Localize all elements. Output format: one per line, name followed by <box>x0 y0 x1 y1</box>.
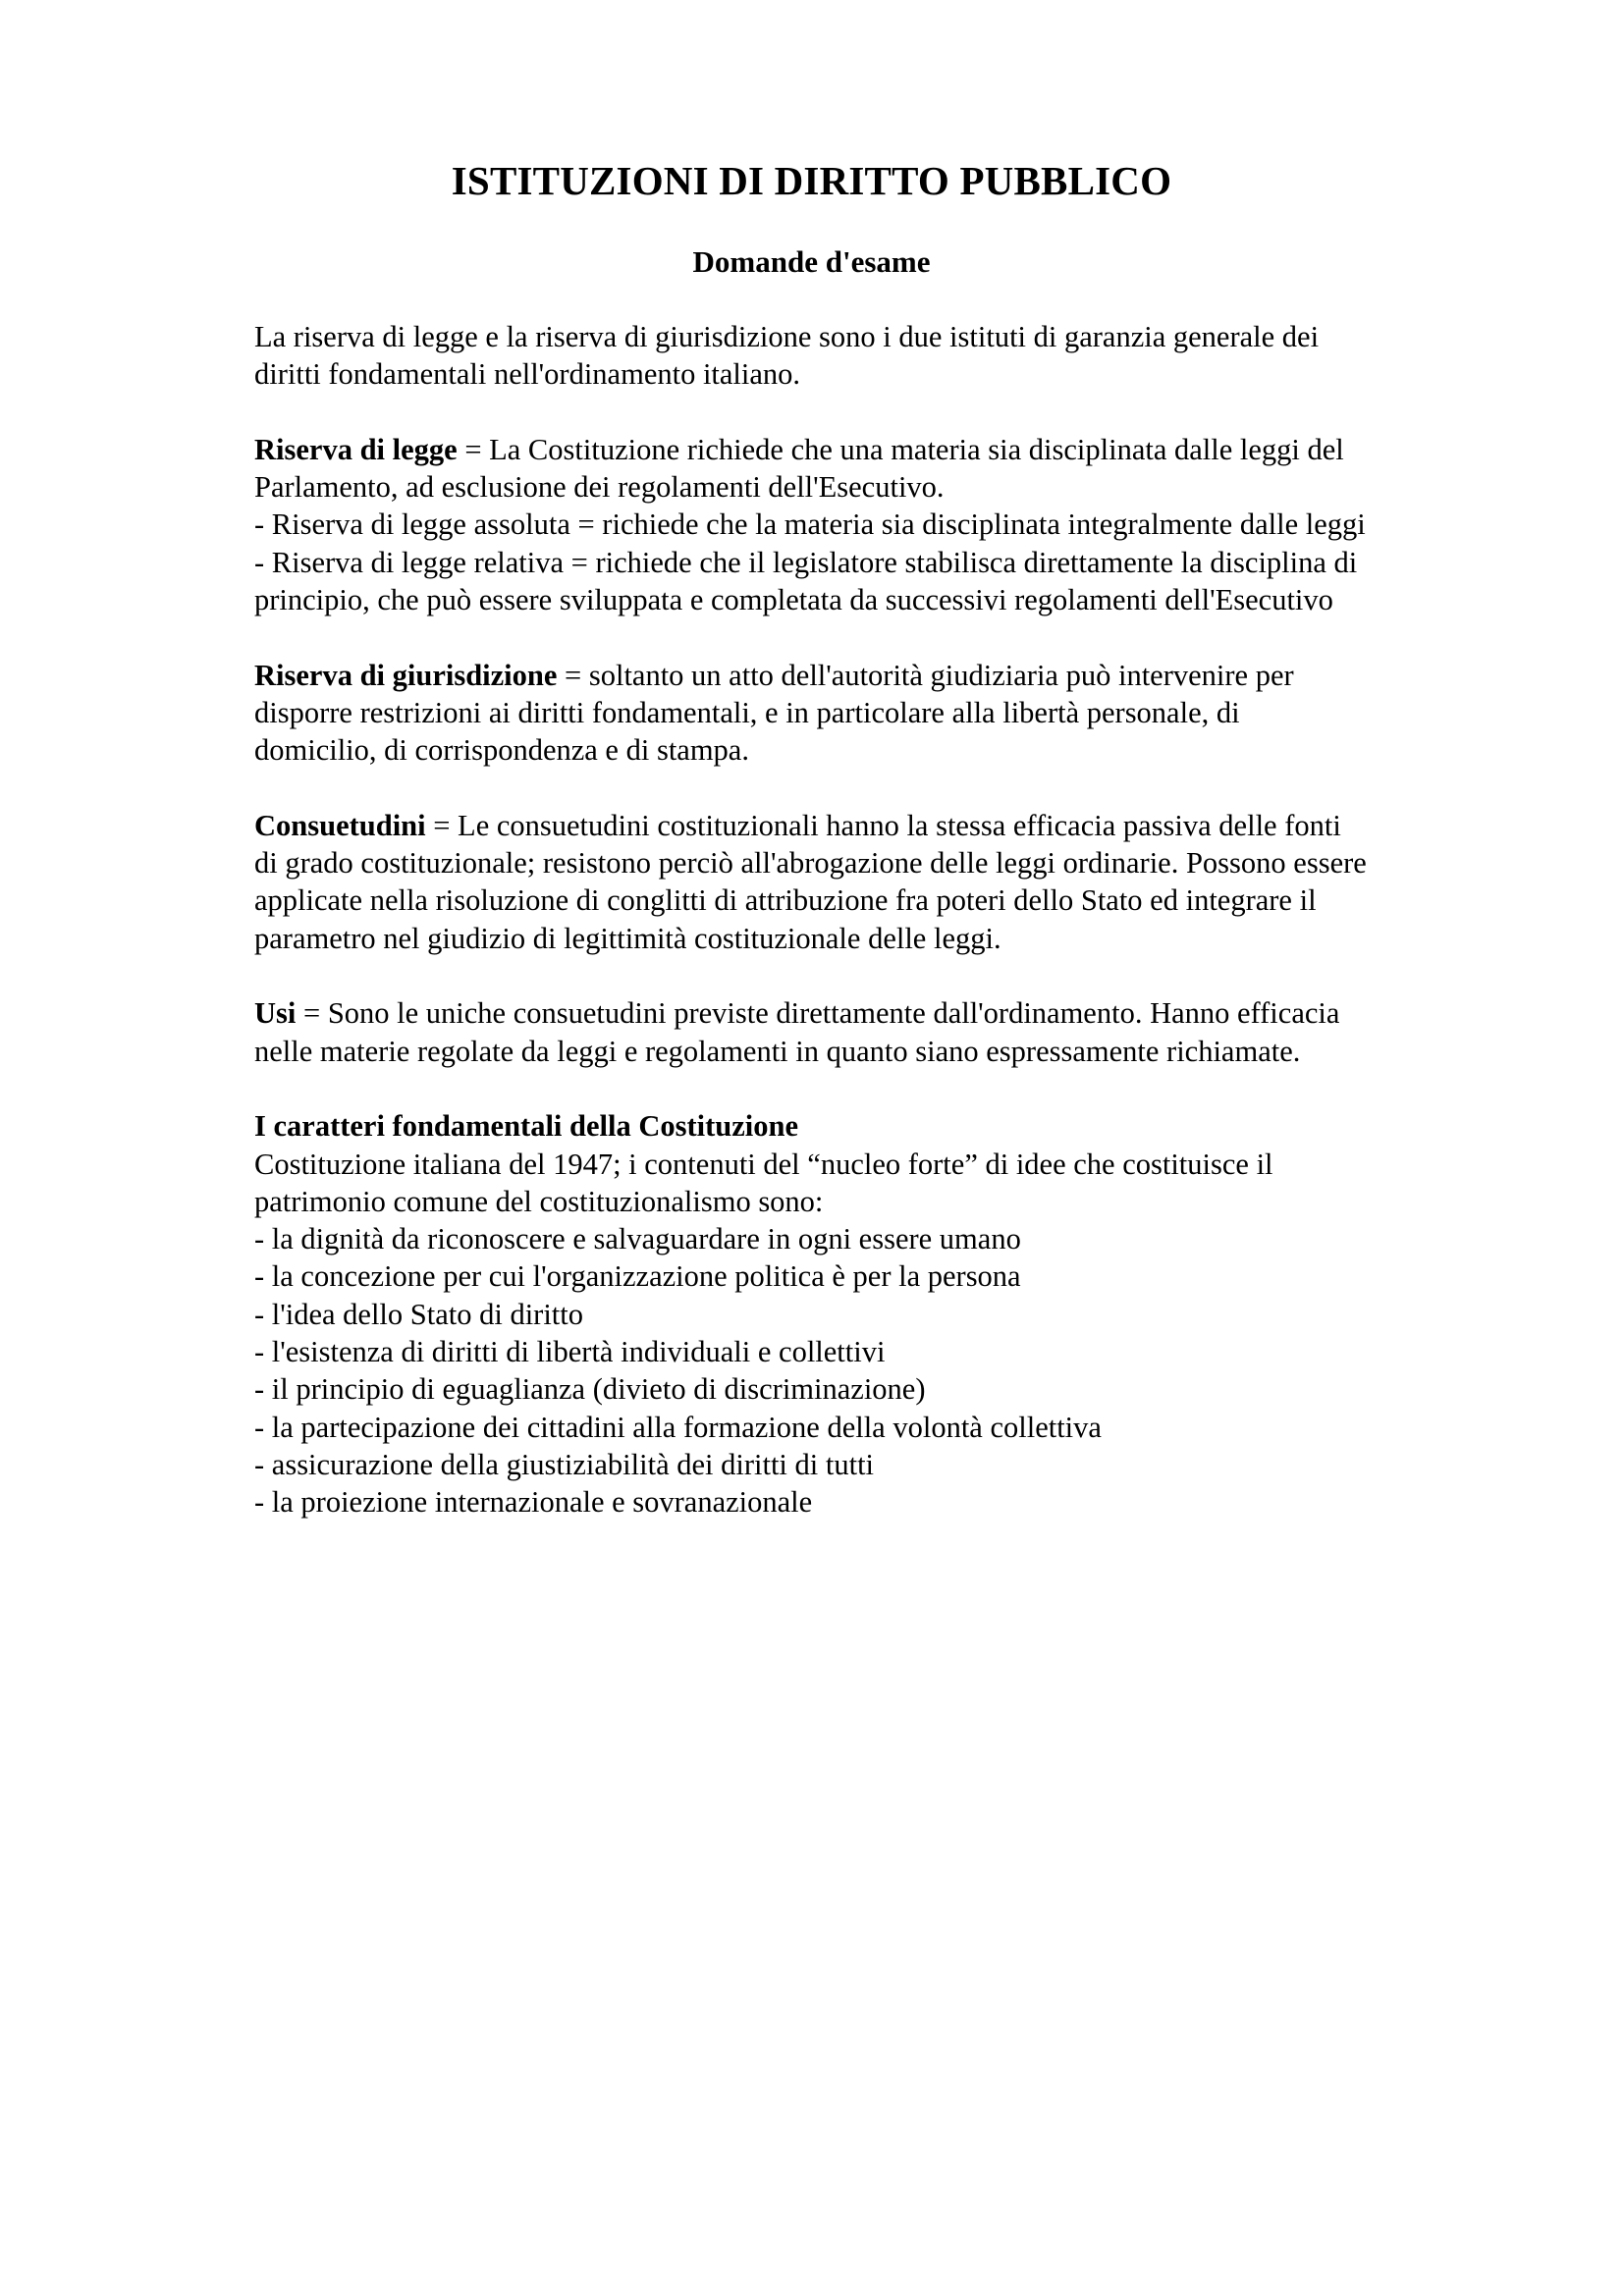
riserva-giurisdizione-paragraph <box>254 657 1491 770</box>
riserva-legge-line: principio, che può essere sviluppata e completata da successivi regolamenti dell'Esecutivo <box>254 583 1333 617</box>
usi-line: nelle materie regolate da leggi e regolamenti in quanto siano espressamente richiamate. <box>254 1034 1301 1068</box>
consuetudini-line: di grado costituzionale; resistono perciò all'abrogazione delle leggi ordinarie. Possono essere <box>254 846 1367 881</box>
consuetudini-line: applicate nella risoluzione di conglitti di attribuzione fra poteri dello Stato ed integrare il <box>254 883 1317 918</box>
list-item: - l'idea dello Stato di diritto <box>254 1297 584 1331</box>
intro-paragraph <box>254 318 1491 394</box>
list-item: - il principio di eguaglianza (divieto di discriminazione) <box>254 1372 926 1407</box>
caratteri-intro-line: Costituzione italiana del 1947; i contenuti del “nucleo forte” di idee che costituisce il <box>254 1147 1273 1181</box>
caratteri-section <box>254 1107 1491 1521</box>
list-item: - la dignità da riconoscere e salvaguardare in ogni essere umano <box>254 1222 1021 1256</box>
caratteri-list <box>254 1220 1491 1521</box>
usi-term: Usi <box>254 996 297 1031</box>
riserva-giurisdizione-definition: = soltanto un atto dell'autorità giudiziaria può intervenire per <box>557 658 1294 692</box>
list-item: - la partecipazione dei cittadini alla formazione della volontà collettiva <box>254 1410 1102 1444</box>
riserva-legge-relativa-line: - Riserva di legge relativa = richiede che il legislatore stabilisca direttamente la disciplina di <box>254 545 1358 579</box>
caratteri-heading: I caratteri fondamentali della Costituzione <box>254 1109 799 1144</box>
page-subtitle: Domande d'esame <box>692 244 931 279</box>
riserva-legge-term: Riserva di legge <box>254 432 458 466</box>
list-item: - l'esistenza di diritti di libertà individuali e collettivi <box>254 1335 886 1369</box>
riserva-legge-paragraph <box>254 431 1491 618</box>
riserva-legge-line: Parlamento, ad esclusione dei regolamenti dell'Esecutivo. <box>254 470 945 505</box>
consuetudini-first-line <box>254 807 1491 844</box>
riserva-legge-definition: = La Costituzione richiede che una materia sia disciplinata dalle leggi del <box>457 432 1344 466</box>
list-item: - la concezione per cui l'organizzazione politica è per la persona <box>254 1259 1021 1294</box>
intro-line: La riserva di legge e la riserva di giurisdizione sono i due istituti di garanzia generale dei <box>254 320 1320 353</box>
intro-line: diritti fondamentali nell'ordinamento italiano. <box>254 357 801 392</box>
usi-first-line <box>254 994 1491 1032</box>
page-title: ISTITUZIONI DI DIRITTO PUBBLICO <box>451 158 1172 203</box>
riserva-giurisdizione-first-line <box>254 657 1491 694</box>
riserva-legge-assoluta-line: - Riserva di legge assoluta = richiede che la materia sia disciplinata integralmente dalle leggi <box>254 507 1366 542</box>
riserva-giurisdizione-line: disporre restrizioni ai diritti fondamentali, e in particolare alla libertà personale, di <box>254 695 1240 729</box>
caratteri-intro-line: patrimonio comune del costituzionalismo sono: <box>254 1184 824 1218</box>
riserva-giurisdizione-line: domicilio, di corrispondenza e di stampa. <box>254 733 749 768</box>
document-body <box>254 318 1491 1559</box>
riserva-legge-first-line <box>254 431 1491 468</box>
riserva-giurisdizione-term: Riserva di giurisdizione <box>254 658 558 692</box>
consuetudini-definition: = Le consuetudini costituzionali hanno la stessa efficacia passiva delle fonti <box>425 808 1341 842</box>
usi-definition: = Sono le uniche consuetudini previste direttamente dall'ordinamento. Hanno efficacia <box>296 996 1340 1031</box>
usi-paragraph <box>254 994 1491 1070</box>
consuetudini-term: Consuetudini <box>254 808 426 842</box>
consuetudini-line: parametro nel giudizio di legittimità costituzionale delle leggi. <box>254 921 1001 955</box>
consuetudini-paragraph <box>254 807 1491 957</box>
list-item: - la proiezione internazionale e sovranazionale <box>254 1485 813 1520</box>
list-item: - assicurazione della giustiziabilità dei diritti di tutti <box>254 1447 875 1481</box>
